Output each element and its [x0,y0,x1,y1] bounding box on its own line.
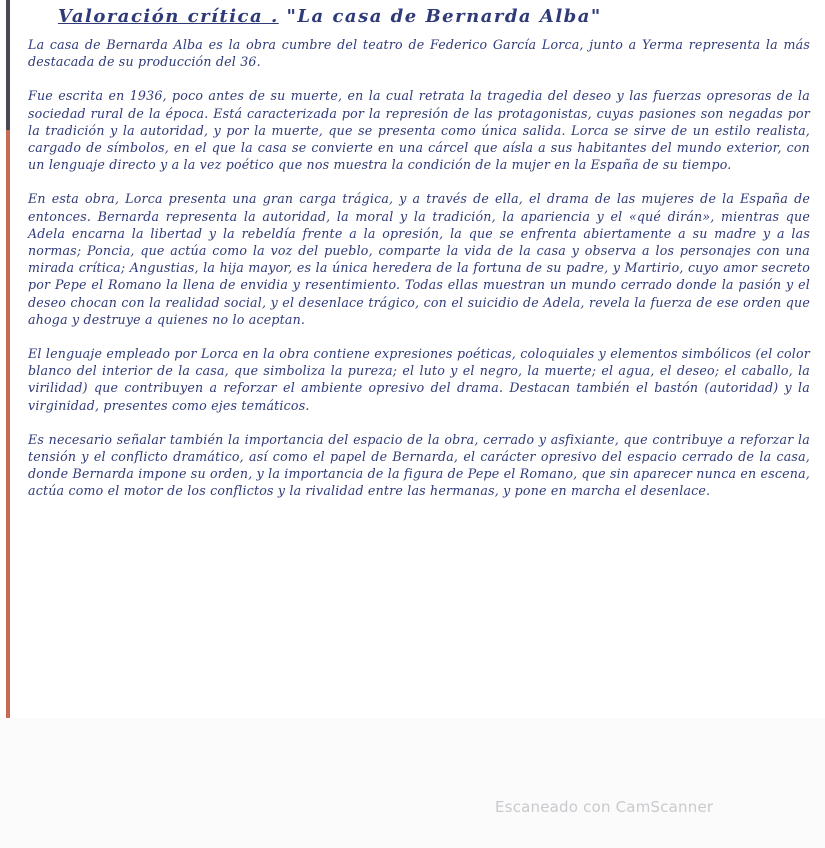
paragraph-space: Es necesario señalar también la importancia del espacio de la obra, cerrado y asfixiante, que contribuye a reforzar la tensión y el conflicto dramático, así como el papel de Bernarda, el carácter opresivo del espacio cerrado de la casa, donde Bernarda impone su orden, y la importancia de la figura de Pepe el Romano, que sin aparecer nunca en escena, actúa como el motor de los conflictos y la rivalidad entre las hermanas, y pone en marcha el desenlace. [28,431,810,499]
title-work: "La casa de Bernarda Alba" [286,6,602,27]
handwritten-text [28,4,810,517]
camscanner-watermark: Escaneado con CamScanner [495,798,714,816]
paragraph-context: Fue escrita en 1936, poco antes de su muerte, en la cual retrata la tragedia del deseo y las fuerzas opresoras de la sociedad rural de la época. Está caracterizada por la represión de las protagonistas, cuyas pasiones son negadas por la tradición y la autoridad, y por la muerte, que se presenta como única salida. Lorca se sirve de un estilo realista, cargado de símbolos, en el que la casa se convierte en una cárcel que aísla a sus habitantes del mundo exterior, con un lenguaje directo y a la vez poético que nos muestra la condición de la mujer en la España de su tiempo. [28,88,810,173]
paragraph-characters: En esta obra, Lorca presenta una gran carga trágica, y a través de ella, el drama de las mujeres de la España de entonces. Bernarda representa la autoridad, la moral y la tradición, la apariencia y el «qué dirán», mientras que Adela encarna la libertad y la rebeldía frente a la opresión, la que se enfrenta abiertamente a su madre y a las normas; Poncia, que actúa como la voz del pueblo, comparte la vida de la casa y observa a los personajes con una mirada crítica; Angustias, la hija mayor, es la única heredera de la fortuna de su padre, y Martirio, cuyo amor secreto por Pepe el Romano la llena de envidia y resentimiento. Todas ellas muestran un mundo cerrado donde la pasión y el deseo chocan con la realidad social, y el desenlace trágico, con el suicidio de Adela, revela la fuerza de ese orden que ahoga y destruye a quienes no lo aceptan. [28,191,810,327]
page-margin-shadow [6,0,10,130]
page-title [58,4,810,30]
paragraph-intro: La casa de Bernarda Alba es la obra cumbre del teatro de Federico García Lorca, junto a Yerma representa la más destacada de su producción del 36. [28,37,810,70]
title-prefix: Valoración crítica . [58,6,279,27]
paragraph-language: El lenguaje empleado por Lorca en la obra contiene expresiones poéticas, coloquiales y elementos simbólicos (el color blanco del interior de la casa, que simboliza la pureza; el luto y el negro, la muerte; el agua, el deseo; el caballo, la virilidad) que contribuyen a reforzar el ambiente opresivo del drama. Destacan también el bastón (autoridad) y la virginidad, presentes como ejes temáticos. [28,346,810,413]
